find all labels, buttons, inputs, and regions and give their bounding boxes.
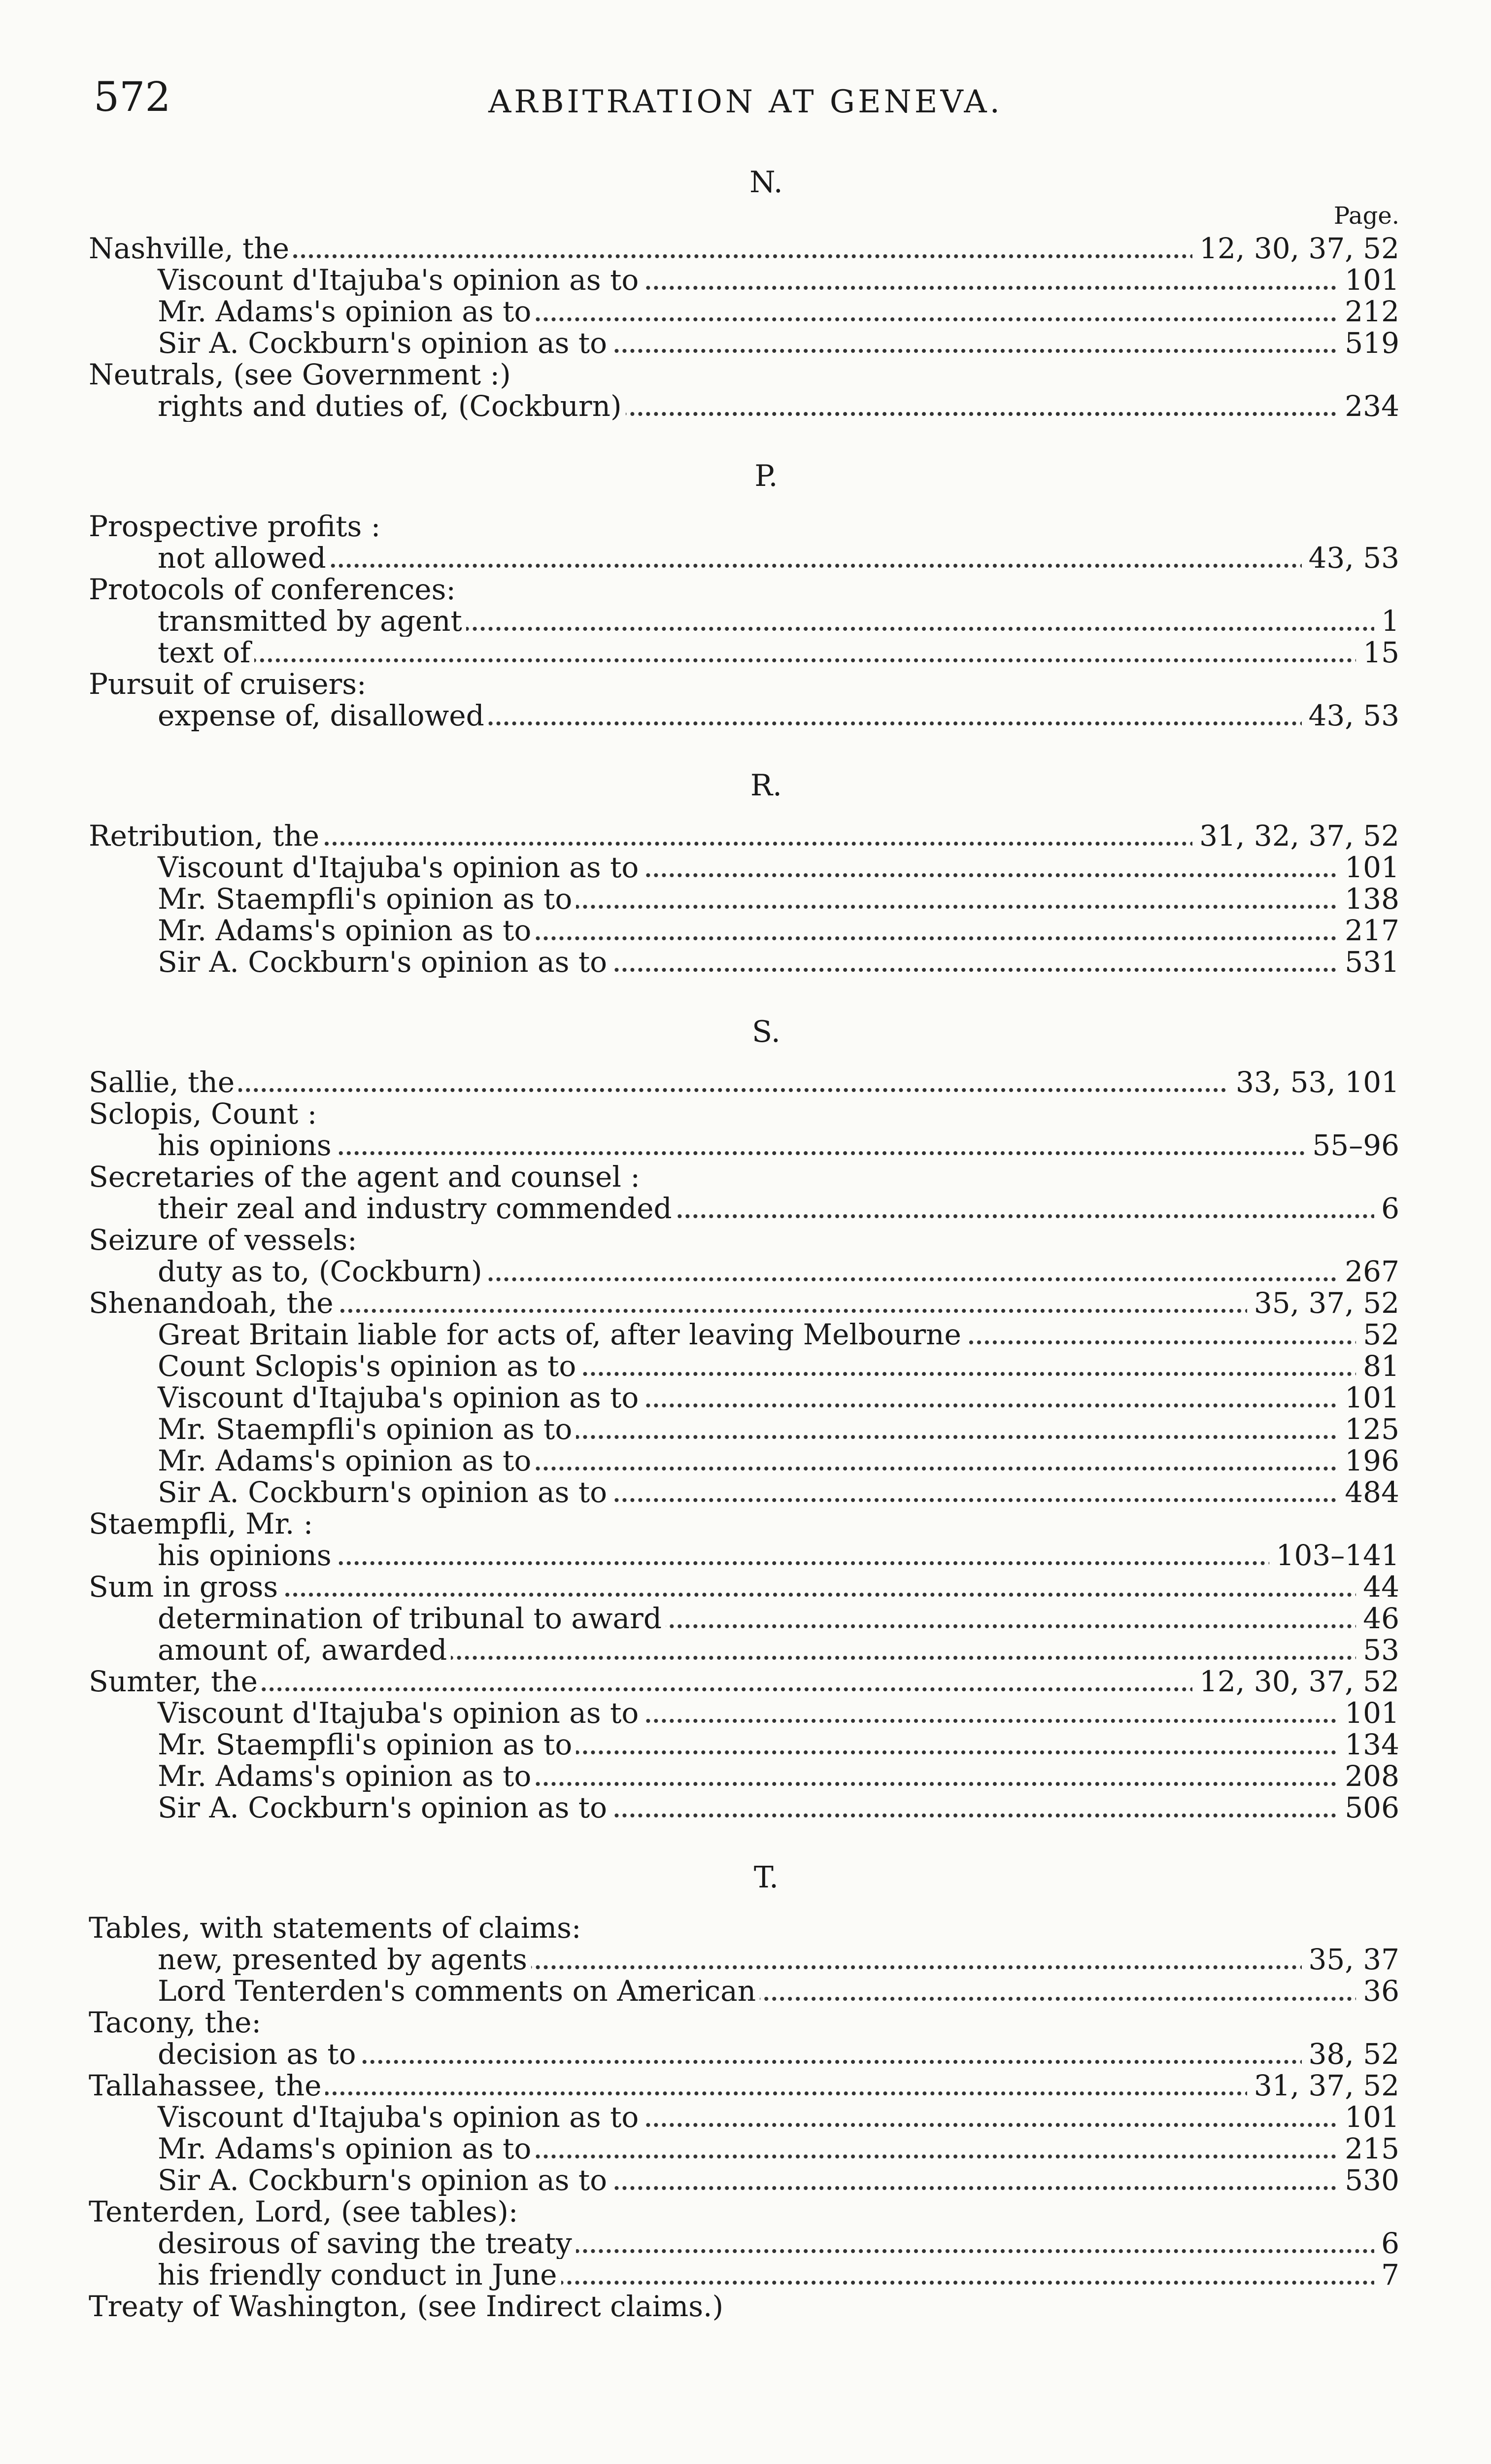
entry-text: expense of, disallowed: [158, 700, 488, 731]
entry-text: Viscount d'Itajuba's opinion as to: [158, 264, 643, 296]
entry-text: Viscount d'Itajuba's opinion as to: [158, 1697, 643, 1729]
entry-text: Tables, with statements of claims:: [89, 1912, 585, 1944]
entry-page-ref: 53: [1356, 1634, 1399, 1666]
entry-page-ref: 196: [1338, 1445, 1399, 1476]
entry-text: Sir A. Cockburn's opinion as to: [158, 2164, 611, 2196]
entry-page-ref: 101: [1338, 1697, 1399, 1729]
index-entry: [74, 1382, 1399, 1413]
entry-page-ref: 125: [1338, 1413, 1399, 1445]
section-letter: T.: [753, 1860, 779, 1895]
entry-text: Shenandoah, the: [89, 1287, 338, 1319]
entry-text: Secretaries of the agent and counsel :: [89, 1161, 644, 1193]
entry-page-ref: 506: [1338, 1792, 1399, 1823]
entry-text: not allowed: [158, 542, 330, 574]
index-entry: [74, 1287, 1399, 1319]
index-entry: [74, 1697, 1399, 1729]
section-letter: N.: [749, 165, 783, 200]
entry-text: new, presented by agents: [158, 1944, 531, 1975]
index-entry: [74, 1476, 1399, 1508]
section-letter: R.: [750, 768, 782, 803]
index-entry: [74, 1319, 1399, 1350]
entry-page-ref: 38, 52: [1302, 2038, 1399, 2070]
index-entry: [74, 1224, 1399, 1256]
entry-page-ref: 101: [1338, 852, 1399, 883]
entry-page-ref: 6: [1374, 1193, 1399, 1224]
entry-text: Lord Tenterden's comments on American: [158, 1975, 760, 2007]
letter-spacer: [74, 1897, 1399, 1912]
entry-text: Sir A. Cockburn's opinion as to: [158, 1476, 611, 1508]
entry-page-ref: 484: [1338, 1476, 1399, 1508]
entry-text: rights and duties of, (Cockburn): [158, 390, 626, 422]
entry-text: Staempfli, Mr. :: [89, 1508, 317, 1540]
index-section: [74, 731, 1399, 978]
entry-text: decision as to: [158, 2038, 360, 2070]
section-spacer: [74, 731, 1399, 766]
entry-page-ref: 531: [1338, 946, 1399, 978]
entry-page-ref: 12, 30, 37, 52: [1192, 1666, 1399, 1697]
entry-text: Sir A. Cockburn's opinion as to: [158, 1792, 611, 1823]
running-title: ARBITRATION AT GENEVA.: [488, 84, 1003, 120]
index-entry: [74, 1256, 1399, 1287]
entry-page-ref: 208: [1338, 1760, 1399, 1792]
index-entry: [74, 1944, 1399, 1975]
entry-page-ref: 134: [1338, 1729, 1399, 1760]
index-entry: [74, 1508, 1399, 1540]
index-entry: [74, 1975, 1399, 2007]
index-entry: [74, 511, 1399, 542]
entry-page-ref: 81: [1356, 1350, 1399, 1382]
index-entry: [74, 820, 1399, 852]
entry-text: Mr. Adams's opinion as to: [158, 915, 535, 946]
entry-text: Retribution, the: [89, 820, 323, 852]
index-entry: [74, 1413, 1399, 1445]
entry-text: Count Sclopis's opinion as to: [158, 1350, 580, 1382]
index-entry: [74, 1193, 1399, 1224]
entry-page-ref: 12, 30, 37, 52: [1192, 233, 1399, 264]
index-entry: [74, 359, 1399, 390]
entry-text: Mr. Staempfli's opinion as to: [158, 1729, 576, 1760]
entry-text: Sumter, the: [89, 1666, 262, 1697]
index-entry: [74, 2101, 1399, 2133]
entry-text: text of: [158, 637, 254, 668]
index-entry: [74, 1792, 1399, 1823]
section-spacer: [74, 978, 1399, 1012]
index-entry: [74, 1161, 1399, 1193]
entry-page-ref: 43, 53: [1302, 542, 1399, 574]
entry-page-ref: 44: [1356, 1571, 1399, 1603]
entry-text: Sum in gross: [89, 1571, 282, 1603]
index-entry: [74, 264, 1399, 296]
index-entry: [74, 233, 1399, 264]
entry-text: his opinions: [158, 1129, 336, 1161]
entry-text: Sclopis, Count :: [89, 1098, 321, 1129]
entry-page-ref: 103–141: [1269, 1540, 1399, 1571]
entry-page-ref: 46: [1356, 1603, 1399, 1634]
index-section: [74, 978, 1399, 1823]
entry-text: Tenterden, Lord, (see tables):: [89, 2196, 522, 2227]
index-entry: [74, 1729, 1399, 1760]
index-entry: [74, 2227, 1399, 2259]
entry-page-ref: 43, 53: [1302, 700, 1399, 731]
index-body: [74, 163, 1399, 2322]
entry-page-ref: 530: [1338, 2164, 1399, 2196]
index-entry: [74, 1098, 1399, 1129]
entry-text: Viscount d'Itajuba's opinion as to: [158, 852, 643, 883]
entry-text: Sallie, the: [89, 1066, 238, 1098]
entry-text: Seizure of vessels:: [89, 1224, 361, 1256]
entry-text: Treaty of Washington, (see Indirect claims.): [89, 2291, 727, 2322]
entry-page-ref: 234: [1338, 390, 1399, 422]
index-entry: [74, 852, 1399, 883]
index-entry: [74, 883, 1399, 915]
entry-page-ref: 36: [1356, 1975, 1399, 2007]
page-number: 572: [94, 74, 171, 121]
index-entry: [74, 2133, 1399, 2164]
index-entry: [74, 1066, 1399, 1098]
entry-text: Nashville, the: [89, 233, 293, 264]
entry-text: transmitted by agent: [158, 605, 466, 637]
entry-page-ref: 31, 37, 52: [1247, 2070, 1399, 2101]
entry-page-ref: 212: [1338, 296, 1399, 327]
entry-page-ref: 35, 37, 52: [1247, 1287, 1399, 1319]
entry-text: desirous of saving the treaty: [158, 2227, 576, 2259]
entry-text: Viscount d'Itajuba's opinion as to: [158, 2101, 643, 2133]
entry-text: Neutrals, (see Government :): [89, 359, 515, 390]
section-spacer: [74, 1823, 1399, 1858]
index-entry: [74, 637, 1399, 668]
index-entry: [74, 946, 1399, 978]
index-entry: [74, 1129, 1399, 1161]
section-letter: P.: [754, 459, 778, 493]
letter-spacer: [74, 496, 1399, 511]
section-spacer: [74, 422, 1399, 456]
entry-page-ref: 215: [1338, 2133, 1399, 2164]
index-entry: [74, 542, 1399, 574]
index-entry: [74, 1912, 1399, 1944]
entry-text: amount of, awarded: [158, 1634, 451, 1666]
index-entry: [74, 1760, 1399, 1792]
entry-page-ref: 35, 37: [1302, 1944, 1399, 1975]
entry-page-ref: 101: [1338, 2101, 1399, 2133]
index-entry: [74, 2196, 1399, 2227]
section-letter: S.: [751, 1015, 781, 1049]
entry-text: Pursuit of cruisers:: [89, 668, 371, 700]
index-entry: [74, 668, 1399, 700]
entry-text: Prospective profits :: [89, 511, 384, 542]
index-entry: [74, 915, 1399, 946]
index-entry: [74, 1350, 1399, 1382]
index-entry: [74, 1666, 1399, 1697]
entry-page-ref: 55–96: [1305, 1129, 1399, 1161]
entry-text: Sir A. Cockburn's opinion as to: [158, 327, 611, 359]
index-entry: [74, 2070, 1399, 2101]
index-section: [74, 422, 1399, 731]
entry-text: Mr. Staempfli's opinion as to: [158, 883, 576, 915]
entry-text: his opinions: [158, 1540, 336, 1571]
entry-text: their zeal and industry commended: [158, 1193, 676, 1224]
entry-page-ref: 267: [1338, 1256, 1399, 1287]
entry-text: Tallahassee, the: [89, 2070, 325, 2101]
index-entry: [74, 2259, 1399, 2291]
entry-page-ref: 101: [1338, 264, 1399, 296]
index-entry: [74, 574, 1399, 605]
entry-text: Mr. Adams's opinion as to: [158, 1760, 535, 1792]
entry-page-ref: 1: [1374, 605, 1399, 637]
entry-page-ref: 519: [1338, 327, 1399, 359]
index-entry: [74, 327, 1399, 359]
page-column-label: Page.: [1333, 202, 1399, 230]
entry-page-ref: 7: [1374, 2259, 1399, 2291]
index-section: [74, 163, 1399, 422]
index-entry: [74, 390, 1399, 422]
index-entry: [74, 700, 1399, 731]
entry-page-ref: 33, 53, 101: [1229, 1066, 1399, 1098]
entry-text: Mr. Staempfli's opinion as to: [158, 1413, 576, 1445]
index-section: [74, 1823, 1399, 2322]
index-entry: [74, 1571, 1399, 1603]
letter-spacer: [74, 805, 1399, 820]
entry-text: Mr. Adams's opinion as to: [158, 296, 535, 327]
entry-page-ref: 52: [1356, 1319, 1399, 1350]
index-entry: [74, 2164, 1399, 2196]
index-entry: [74, 2291, 1399, 2322]
entry-page-ref: 101: [1338, 1382, 1399, 1413]
entry-page-ref: 6: [1374, 2227, 1399, 2259]
entry-text: Mr. Adams's opinion as to: [158, 2133, 535, 2164]
entry-text: duty as to, (Cockburn): [158, 1256, 486, 1287]
entry-text: Tacony, the:: [89, 2007, 265, 2038]
page-header: [0, 74, 1491, 128]
index-entry: [74, 1445, 1399, 1476]
entry-text: Mr. Adams's opinion as to: [158, 1445, 535, 1476]
index-entry: [74, 1603, 1399, 1634]
entry-page-ref: 217: [1338, 915, 1399, 946]
entry-page-ref: 31, 32, 37, 52: [1192, 820, 1399, 852]
entry-text: Protocols of conferences:: [89, 574, 460, 605]
index-entry: [74, 2038, 1399, 2070]
entry-page-ref: 15: [1356, 637, 1399, 668]
entry-text: his friendly conduct in June: [158, 2259, 561, 2291]
letter-spacer: [74, 1052, 1399, 1066]
entry-page-ref: 138: [1338, 883, 1399, 915]
index-entry: [74, 296, 1399, 327]
index-entry: [74, 2007, 1399, 2038]
entry-text: determination of tribunal to award: [158, 1603, 666, 1634]
index-entry: [74, 1634, 1399, 1666]
entry-text: Great Britain liable for acts of, after leaving Melbourne: [158, 1319, 965, 1350]
index-entry: [74, 1540, 1399, 1571]
entry-text: Viscount d'Itajuba's opinion as to: [158, 1382, 643, 1413]
index-entry: [74, 605, 1399, 637]
entry-text: Sir A. Cockburn's opinion as to: [158, 946, 611, 978]
